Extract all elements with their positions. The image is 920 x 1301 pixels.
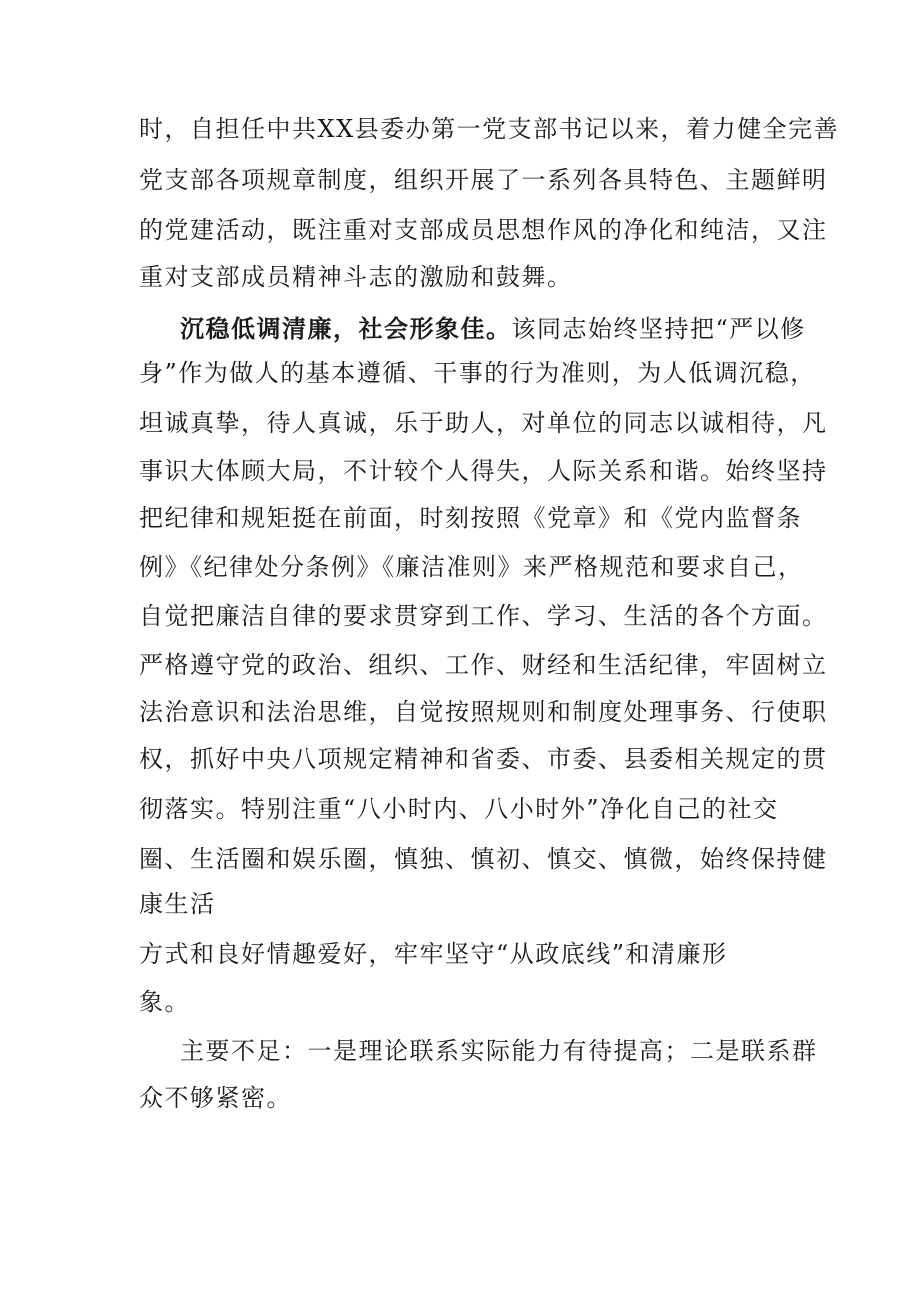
paragraph-2-first-line-rest: 该同志始终坚持把“严以修 — [511, 315, 806, 343]
paragraph-2-line-6: 例》《纪律处分条例》《廉洁准则》来严格规范和要求自己， — [139, 553, 804, 581]
paragraph-2-line-15: 象。 — [139, 988, 190, 1016]
paragraph-2-line-11: 彻落实。特别注重“八小时内、八小时外”净化自己的社交 — [139, 795, 779, 823]
paragraph-2-line-10: 权，抓好中央八项规定精神和省委、市委、县委相关规定的贯 — [139, 745, 828, 773]
paragraph-2-line-8: 严格遵守党的政治、组织、工作、财经和生活纪律，牢固树立 — [139, 651, 828, 679]
paragraph-3-line-2: 众不够紧密。 — [139, 1084, 292, 1112]
paragraph-2-line-2: 身”作为做人的基本遵循、干事的行为准则，为人低调沉稳， — [139, 359, 816, 387]
paragraph-1-line-3: 的党建活动，既注重对支部成员思想作风的净化和纯洁，又注 — [139, 216, 828, 244]
paragraph-2-line-9: 法治意识和法治思维，自觉按照规则和制度处理事务、行使职 — [139, 698, 828, 726]
paragraph-3-line-1: 主要不足：一是理论联系实际能力有待提高；二是联系群 — [180, 1037, 818, 1065]
paragraph-2-line-7: 自觉把廉洁自律的要求贯穿到工作、学习、生活的各个方面。 — [139, 602, 828, 630]
paragraph-1-line-4: 重对支部成员精神斗志的激励和鼓舞。 — [139, 263, 573, 291]
paragraph-2-line-13: 康生活 — [139, 890, 216, 918]
paragraph-2-heading: 沉稳低调清廉，社会形象佳。 — [180, 314, 512, 343]
paragraph-2-line-1 — [180, 314, 806, 344]
paragraph-2-line-14: 方式和良好情趣爱好，牢牢坚守“从政底线”和清廉形 — [139, 940, 728, 968]
paragraph-2-line-4: 事识大体顾大局，不计较个人得失，人际关系和谐。始终坚持 — [139, 457, 828, 485]
paragraph-1-line-2: 党支部各项规章制度，组织开展了一系列各具特色、主题鲜明 — [139, 166, 828, 194]
paragraph-2-line-5: 把纪律和规矩挺在前面，时刻按照《党章》和《党内监督条 — [139, 504, 802, 532]
paragraph-2-line-12: 圈、生活圈和娱乐圈，慎独、慎初、慎交、慎微，始终保持健 — [139, 845, 828, 873]
paragraph-2-line-3: 坦诚真挚，待人真诚，乐于助人，对单位的同志以诚相待，凡 — [139, 409, 828, 437]
paragraph-1-line-1: 时，自担任中共XX县委办第一党支部书记以来，着力健全完善 — [139, 115, 840, 143]
